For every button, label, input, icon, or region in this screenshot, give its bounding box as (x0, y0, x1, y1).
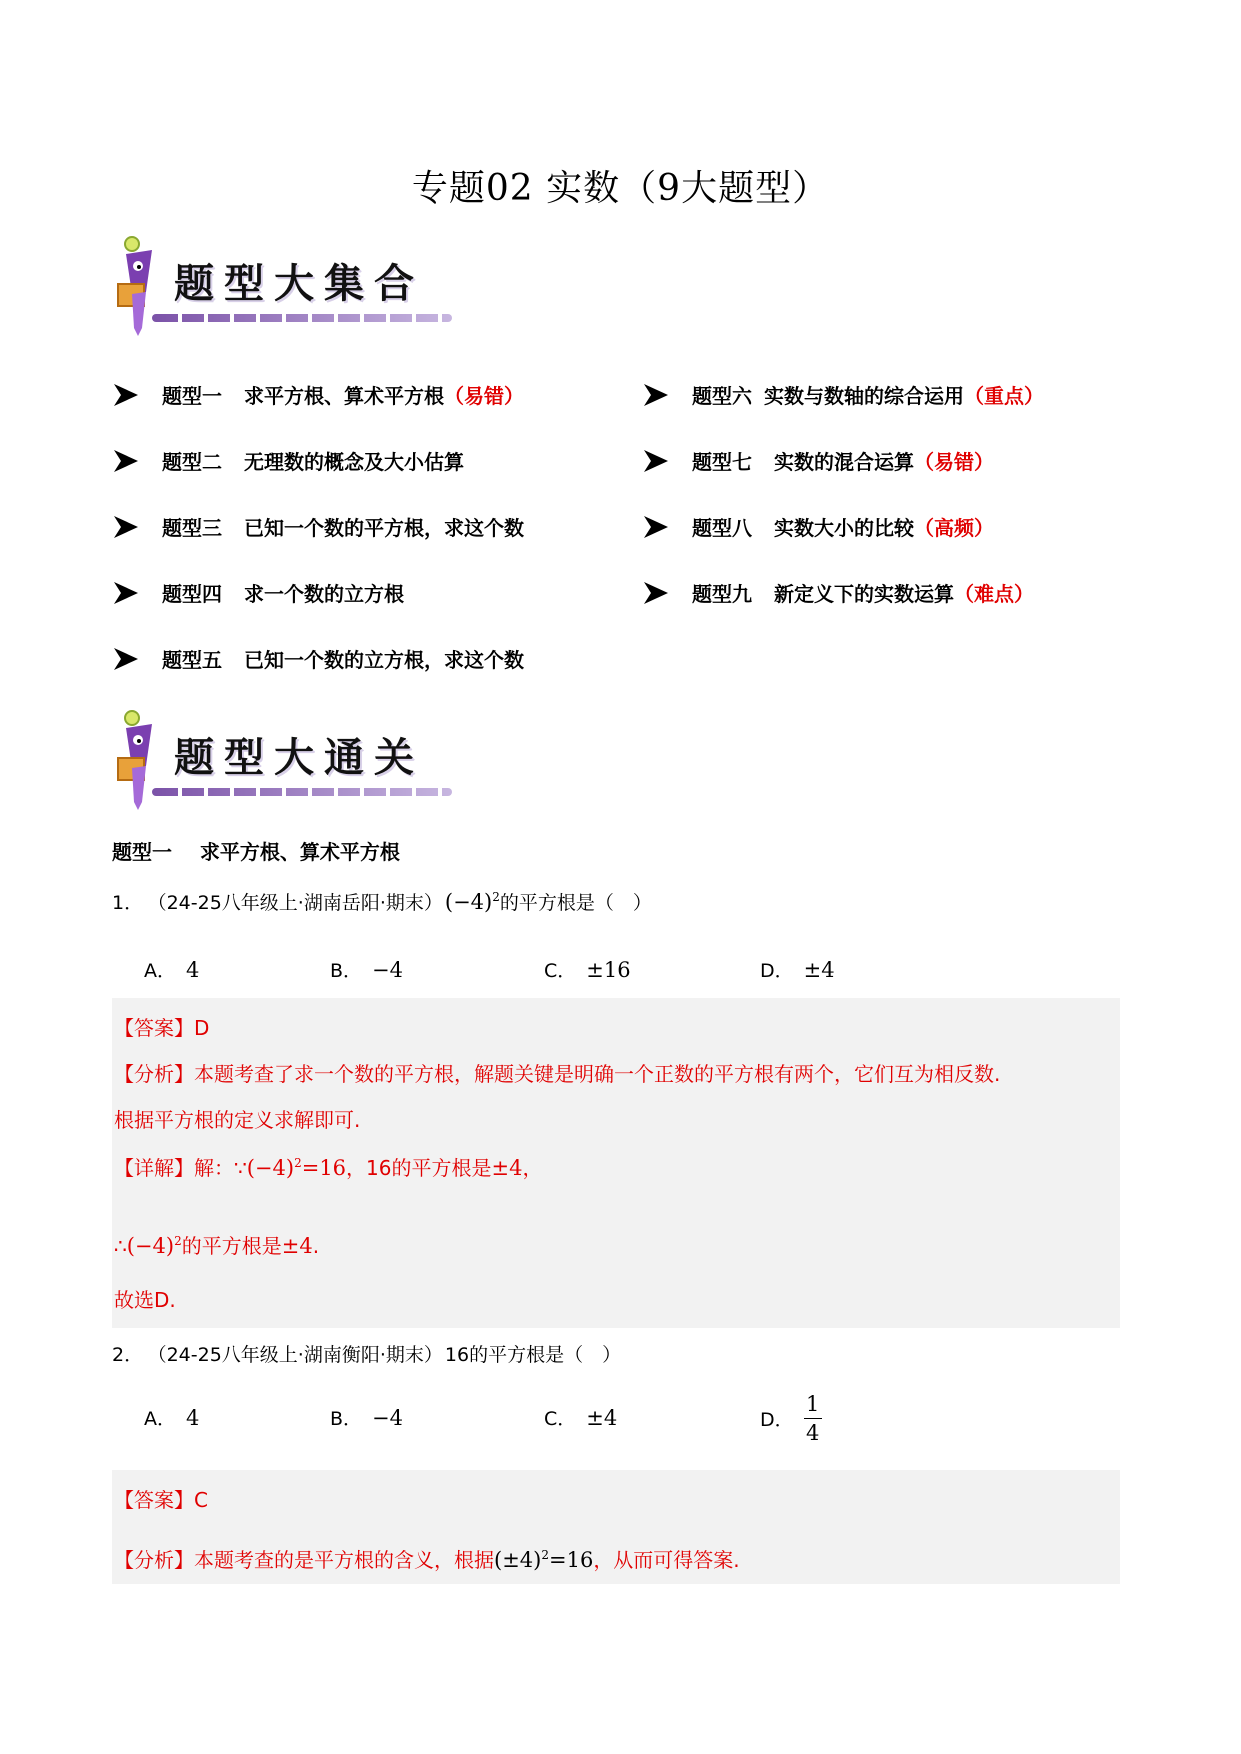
answer-line: 【答案】D (114, 1016, 210, 1040)
toc-title: 求平方根、算术平方根 (244, 384, 444, 408)
arrow-icon (112, 580, 140, 606)
toc-item-4[interactable] (112, 578, 404, 607)
toc-title: 实数的混合运算 (774, 450, 914, 474)
toc-title: 已知一个数的立方根，求这个数 (244, 648, 524, 672)
answer-line: 【答案】C (114, 1488, 208, 1512)
banner-dashes (156, 786, 452, 798)
toc-item-6[interactable] (642, 380, 1044, 409)
toc-num: 题型二 (162, 450, 222, 474)
arrow-icon (112, 514, 140, 540)
toc-tag: （难点） (954, 582, 1034, 606)
toc-num: 题型八 (692, 516, 752, 540)
fraction: $\frac{1}{4}$ (804, 1392, 822, 1445)
toc-item-5[interactable] (112, 644, 524, 673)
toc-tag: （易错） (444, 384, 524, 408)
toc-title: 实数大小的比较 (774, 516, 914, 540)
banner-pass (112, 706, 462, 816)
question-source: （24-25八年级上·湖南岳阳·期末） (157, 892, 443, 914)
toc-title: 实数与数轴的综合运用 (764, 384, 964, 408)
option-c[interactable]: C． ±16 (544, 958, 631, 982)
toc-title: 求一个数的立方根 (244, 582, 404, 606)
toc-num: 题型三 (162, 516, 222, 540)
option-d[interactable]: D． $\frac{1}{4}$ (760, 1392, 822, 1445)
toc-title: 无理数的概念及大小估算 (244, 450, 464, 474)
option-c[interactable]: C． ±4 (544, 1406, 618, 1430)
toc-num: 题型四 (162, 582, 222, 606)
page-title: 专题02 实数（9大题型） (411, 168, 830, 209)
option-d[interactable]: D． ±4 (760, 958, 835, 982)
question-1-stem (112, 888, 652, 915)
question-1-options (144, 956, 944, 996)
toc-num: 题型六 (692, 384, 752, 408)
banner-collection-text: 题型大集合 (174, 261, 424, 307)
toc-item-7[interactable] (642, 446, 994, 475)
toc-item-2[interactable] (112, 446, 464, 475)
banner-dashes (156, 312, 452, 324)
question-stem: 16的平方根是（ ） (444, 1344, 622, 1366)
detail-line: 【详解】解：$\because(-4)^2=16$，16的平方根是±4， (114, 1156, 543, 1180)
toc-num: 题型五 (162, 648, 222, 672)
question-source: （24-25八年级上·湖南衡阳·期末） (157, 1344, 443, 1366)
answer-box-1 (112, 998, 1120, 1328)
option-a[interactable]: A． 4 (144, 958, 200, 982)
question-number: 1． (112, 892, 144, 914)
question-2-stem (112, 1340, 621, 1367)
answer-box-2 (112, 1470, 1120, 1584)
option-a[interactable]: A． 4 (144, 1406, 200, 1430)
pencil-mascot-icon (112, 706, 172, 816)
toc-num: 题型七 (692, 450, 752, 474)
arrow-icon (112, 448, 140, 474)
arrow-icon (112, 646, 140, 672)
toc-tag: （易错） (914, 450, 994, 474)
section-heading: 题型一 求平方根、算术平方根 (112, 840, 400, 864)
therefore-line: $\therefore(-4)^2$的平方根是±4. (114, 1234, 320, 1258)
toc-item-8[interactable] (642, 512, 994, 541)
question-stem: 的平方根是（ ） (499, 892, 652, 914)
banner-pass-text: 题型大通关 (174, 735, 424, 781)
topic-list (112, 380, 1152, 700)
math-expression: $(-4)^2$ (444, 890, 500, 914)
question-2-options (144, 1392, 944, 1452)
conclusion-line: 故选D. (114, 1288, 176, 1312)
analysis-line: 【分析】本题考查的是平方根的含义，根据$(\pm 4)^2=16$，从而可得答案. (114, 1548, 740, 1572)
arrow-icon (642, 448, 670, 474)
pencil-mascot-icon (112, 232, 172, 342)
arrow-icon (112, 382, 140, 408)
toc-title: 已知一个数的平方根，求这个数 (244, 516, 524, 540)
toc-num: 题型九 (692, 582, 752, 606)
arrow-icon (642, 580, 670, 606)
toc-num: 题型一 (162, 384, 222, 408)
question-number: 2． (112, 1344, 144, 1366)
arrow-icon (642, 382, 670, 408)
option-b[interactable]: B． −4 (330, 1406, 404, 1430)
toc-title: 新定义下的实数运算 (774, 582, 954, 606)
toc-item-1[interactable] (112, 380, 524, 409)
toc-tag: （高频） (914, 516, 994, 540)
analysis-line: 【分析】本题考查了求一个数的平方根，解题关键是明确一个正数的平方根有两个，它们互为相反数. (114, 1062, 1001, 1086)
banner-collection (112, 232, 462, 342)
toc-tag: （重点） (964, 384, 1044, 408)
toc-item-3[interactable] (112, 512, 524, 541)
arrow-icon (642, 514, 670, 540)
analysis-line-2: 根据平方根的定义求解即可. (114, 1108, 361, 1132)
toc-item-9[interactable] (642, 578, 1034, 607)
option-b[interactable]: B． −4 (330, 958, 404, 982)
